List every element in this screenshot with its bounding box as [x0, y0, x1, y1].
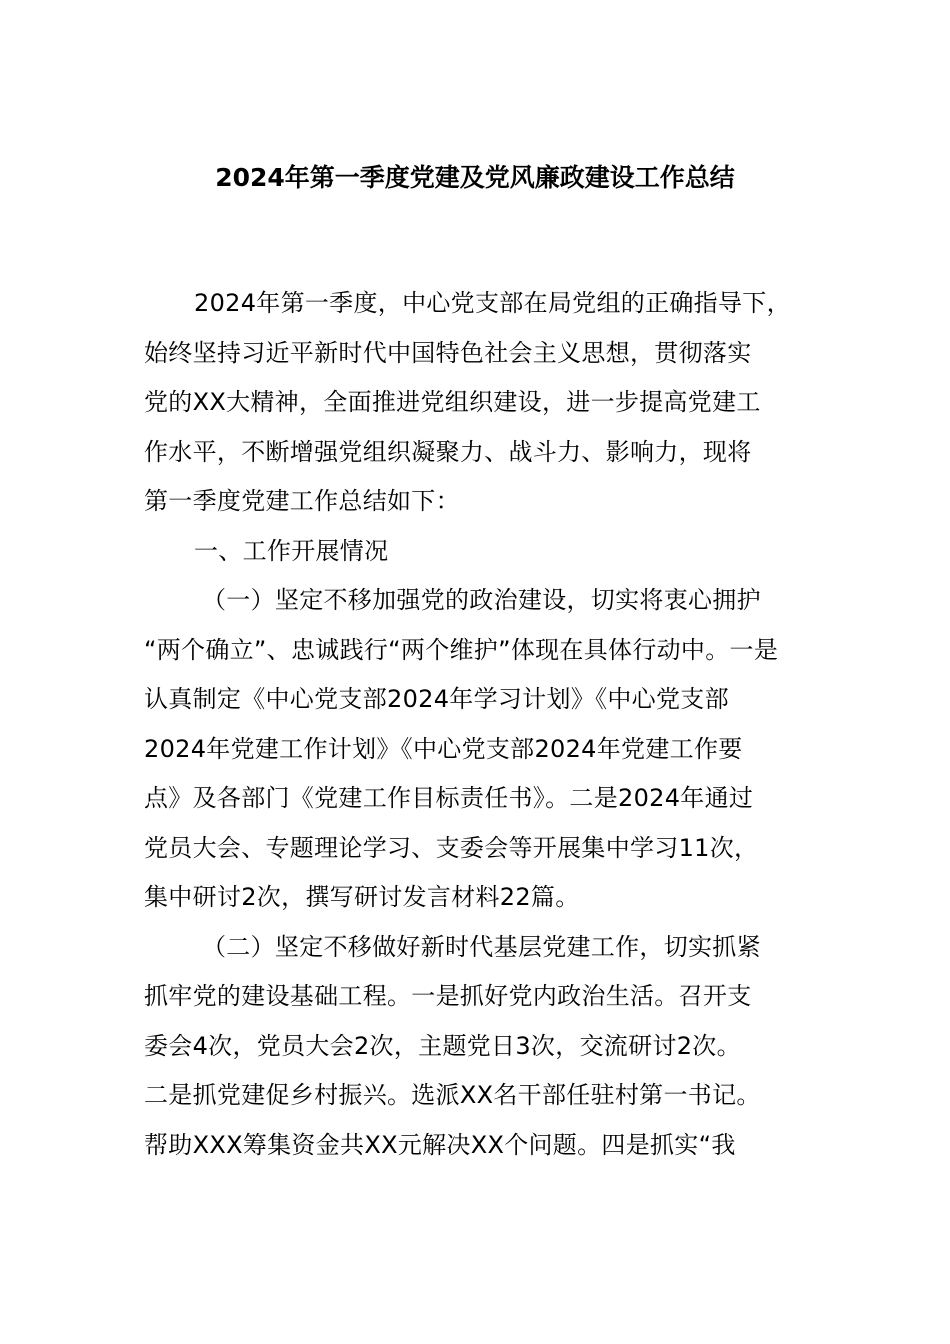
subsection-1-line-2: “两个确立”、忠诚践行“两个维护”体现在具体行动中。一是	[144, 635, 779, 664]
subsection-1-line-6: 党员大会、专题理论学习、支委会等开展集中学习11次，	[144, 833, 759, 862]
document-body	[144, 279, 844, 1170]
paragraph-intro-line-5: 第一季度党建工作总结如下：	[144, 487, 460, 515]
subsection-1-line-1: （一）坚定不移加强党的政治建设，切实将衷心拥护	[202, 586, 761, 614]
subsection-1-line-5: 点》及各部门《党建工作目标责任书》。二是2024年通过	[144, 784, 754, 812]
document-title: 2024年第一季度党建及党风廉政建设工作总结	[215, 163, 735, 192]
paragraph-intro-line-3: 党的XX大精神，全面推进党组织建设，进一步提高党建工	[144, 388, 761, 416]
subsection-2-line-3: 委会4次，党员大会2次，主题党日3次，交流研讨2次。	[144, 1031, 741, 1060]
paragraph-intro-line-1: 2024年第一季度，中心党支部在局党组的正确指导下，	[194, 289, 791, 317]
section-heading-1: 一、工作开展情况	[194, 536, 389, 565]
subsection-2-line-2: 抓牢党的建设基础工程。一是抓好党内政治生活。召开支	[144, 982, 752, 1010]
subsection-1-line-3: 认真制定《中心党支部2024年学习计划》《中心党支部	[144, 685, 729, 713]
subsection-1-line-7: 集中研讨2次，撰写研讨发言材料22篇。	[144, 883, 580, 911]
subsection-2-line-4: 二是抓党建促乡村振兴。选派XX名干部任驻村第一书记。	[144, 1081, 761, 1109]
paragraph-intro-line-4: 作水平，不断增强党组织凝聚力、战斗力、影响力，现将	[144, 437, 752, 466]
subsection-2-line-1: （二）坚定不移做好新时代基层党建工作，切实抓紧	[202, 932, 761, 961]
paragraph-intro-line-2: 始终坚持习近平新时代中国特色社会主义思想，贯彻落实	[144, 338, 752, 367]
subsection-2-line-5: 帮助XXX筹集资金共XX元解决XX个问题。四是抓实“我	[144, 1130, 736, 1159]
subsection-1-line-4: 2024年党建工作计划》《中心党支部2024年党建工作要	[144, 734, 743, 763]
